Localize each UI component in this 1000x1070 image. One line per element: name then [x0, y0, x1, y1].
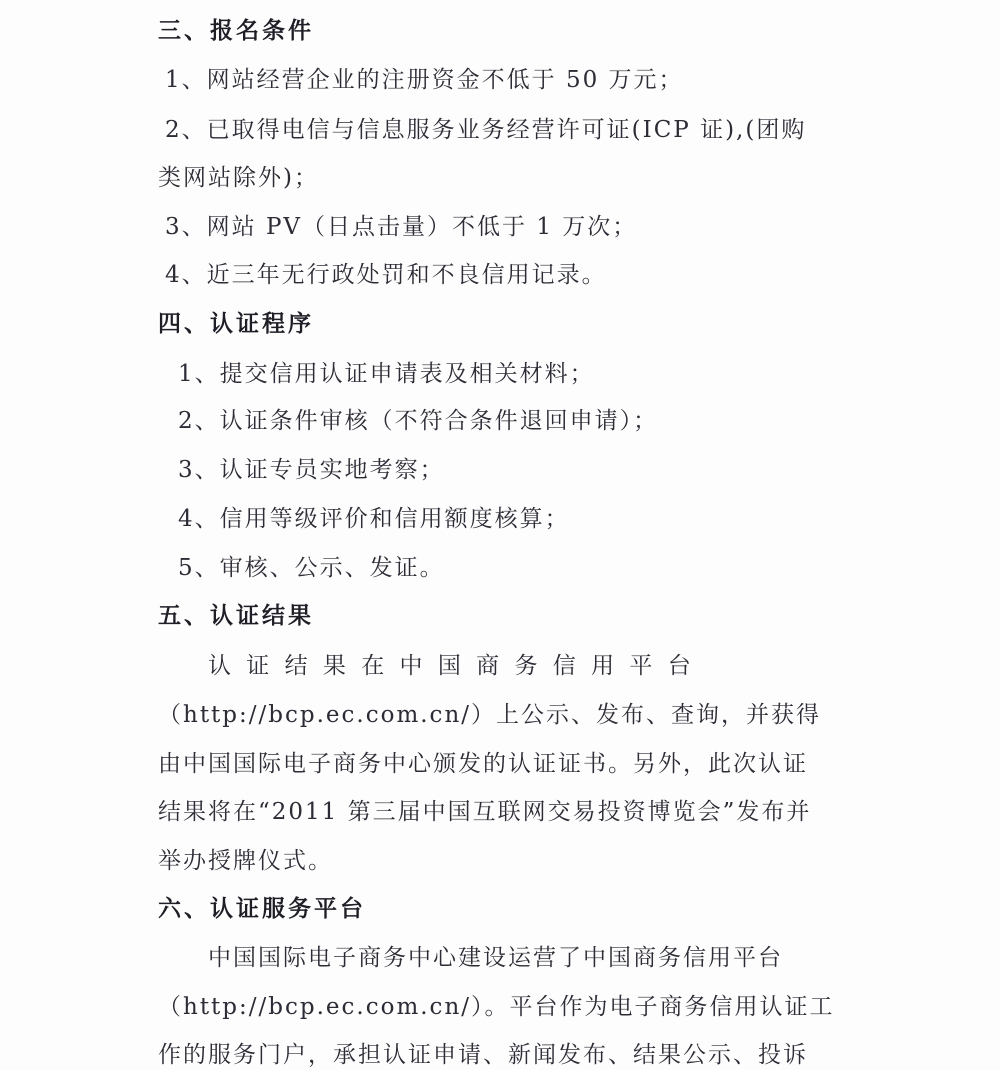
- list-item: 2、已取得电信与信息服务业务经营许可证(ICP 证),(团购: [165, 117, 807, 143]
- section-heading: 三、报名条件: [158, 17, 314, 44]
- section-heading: 四、认证程序: [158, 310, 314, 337]
- section-heading: 五、认证结果: [158, 602, 314, 629]
- list-item: 5、审核、公示、发证。: [178, 555, 445, 581]
- list-item: 1、网站经营企业的注册资金不低于 50 万元；: [165, 67, 684, 93]
- paragraph-line: 认 证 结 果 在 中 国 商 务 信 用 平 台: [208, 653, 695, 679]
- list-item: 3、网站 PV（日点击量）不低于 1 万次；: [165, 214, 638, 240]
- list-item: 2、认证条件审核（不符合条件退回申请）；: [178, 408, 659, 434]
- paragraph-line: 结果将在“2011 第三届中国互联网交易投资博览会”发布并: [158, 799, 812, 825]
- paragraph-line: 由中国国际电子商务中心颁发的认证证书。另外，此次认证: [158, 751, 808, 777]
- paragraph-line: 中国国际电子商务中心建设运营了中国商务信用平台: [208, 945, 783, 971]
- list-item: 3、认证专员实地考察；: [178, 457, 445, 483]
- list-item-continuation: 类网站除外)；: [158, 165, 319, 191]
- list-item: 4、信用等级评价和信用额度核算；: [178, 506, 570, 532]
- paragraph-line: 举办授牌仪式。: [158, 848, 333, 874]
- paragraph-line: （http://bcp.ec.com.cn/）。平台作为电子商务信用认证工: [158, 994, 835, 1020]
- list-item: 1、提交信用认证申请表及相关材料；: [178, 361, 595, 387]
- section-heading: 六、认证服务平台: [158, 895, 366, 922]
- list-item: 4、近三年无行政处罚和不良信用记录。: [165, 262, 607, 288]
- paragraph-line: （http://bcp.ec.com.cn/）上公示、发布、查询，并获得: [158, 702, 822, 728]
- paragraph-line: 作的服务门户，承担认证申请、新闻发布、结果公示、投诉: [158, 1042, 808, 1068]
